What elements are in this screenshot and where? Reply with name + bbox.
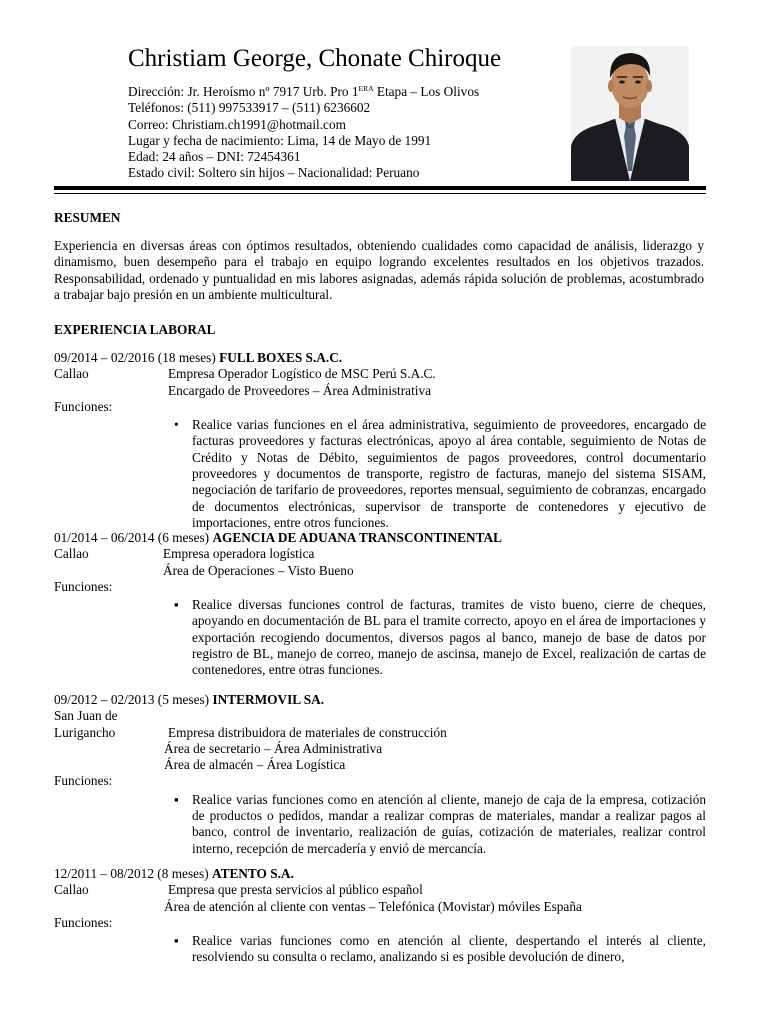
job-role: Área de atención al cliente con ventas – Telefónica (Movistar) móviles España <box>164 898 582 914</box>
functions-label: Funciones: <box>54 914 113 930</box>
list-item <box>174 791 706 857</box>
address-part-2: Etapa – Los Olivos <box>373 84 480 99</box>
email-line: Correo: Christiam.ch1991@hotmail.com <box>128 116 346 132</box>
functions-label: Funciones: <box>54 773 113 789</box>
civil-status-line: Estado civil: Soltero sin hijos – Nacionalidad: Peruano <box>128 165 420 181</box>
job-role: Área de secretario – Área Administrativa <box>164 740 383 756</box>
job-functions-list <box>54 597 706 678</box>
job-period: 01/2014 – 06/2014 (6 meses) <box>54 530 213 545</box>
header-divider-thin <box>54 193 706 194</box>
job-entry <box>54 350 706 531</box>
list-item <box>174 597 706 678</box>
job-functions-text: Realice diversas funciones control de facturas, tramites de visto bueno, cierre de cheques, apoyando en documentación de BL para el tramite correcto, apoyo en el área de importaciones y exportación recogiendo documentos, diversos pagos al banco, manejo de base de datos por registro de BL, manejo de correo, manejo de ascinsa, manejo de Excel, realización de cartas de contenedores, entre otras funciones. <box>192 597 706 678</box>
job-company-description: Empresa distribuidora de materiales de construcción <box>168 724 447 740</box>
job-functions-text: Realice varias funciones como en atención al cliente, manejo de caja de la empresa, cotización de productos o pedidos, mandar a realizar compras de materiales, mandar a realizar pagos al banco, control de inventario, realización de guías, cotización de materiales, realizar control interno, recepción de mercadería y envió de mercancía. <box>192 791 706 856</box>
bullet: ▪ <box>174 791 179 807</box>
job-company-description: Empresa Operador Logístico de MSC Perú S.A.C. <box>168 366 436 382</box>
address-part-1: Dirección: Jr. Heroísmo nº 7917 Urb. Pro 1 <box>128 84 359 99</box>
job-company: INTERMOVIL SA. <box>212 692 325 707</box>
age-line: Edad: 24 años – DNI: 72454361 <box>128 149 301 165</box>
profile-photo <box>571 46 689 181</box>
job-role: Encargado de Proveedores – Área Administrativa <box>168 382 432 398</box>
job-role: Área de almacén – Área Logística <box>164 757 346 773</box>
functions-label: Funciones: <box>54 578 113 594</box>
job-period: 09/2012 – 02/2013 (5 meses) <box>54 692 213 707</box>
bullet: • <box>174 417 179 433</box>
job-company: FULL BOXES S.A.C. <box>219 350 343 365</box>
summary-text: Experiencia en diversas áreas con óptimos resultados, obteniendo cualidades como capacidad de análisis, liderazgo y dinamismo, buen desempeño para el trabajo en equipo logrando excelentes resultados en los objetivos trazados. Responsabilidad, ordenado y puntualidad en mis labores asignadas, además rápida solución de problemas, acostumbrado a trabajar bajo presión en un ambiente multicultural. <box>54 238 704 302</box>
job-location: Callao <box>54 546 89 562</box>
job-company-description: Empresa operadora logística <box>163 546 315 562</box>
job-functions-text: Realice varias funciones en el área administrativa, seguimiento de proveedores, encargado de facturas proveedores y facturas electrónicas, apoyo al área contable, seguimiento de Notas de Crédito y Notas de Débito, seguimientos de pagos proveedores, control documentario proveedores y documentos de transporte, registro de facturas, manejo del sistema SISAM, negociación de tarifario de proveedores, reportes mensual, seguimiento de cobranzas, encargado de documentos electrónicas, supervisor de transporte de contenedores y ejecutivo de importaciones, entre otros funciones. <box>192 417 706 530</box>
job-period: 09/2014 – 02/2016 (18 meses) <box>54 350 220 365</box>
list-item <box>174 417 706 531</box>
job-location-continued: Lurigancho <box>54 724 116 740</box>
bullet: ▪ <box>174 933 179 949</box>
job-location: Callao <box>54 366 89 382</box>
birth-line: Lugar y fecha de nacimiento: Lima, 14 de Mayo de 1991 <box>128 132 432 148</box>
job-header <box>54 350 706 366</box>
job-company-description: Empresa que presta servicios al público español <box>168 882 423 898</box>
job-company: ATENTO S.A. <box>211 866 294 881</box>
address-superscript: ERA <box>358 84 374 93</box>
job-functions-list <box>54 792 706 857</box>
job-entry <box>54 692 706 857</box>
job-header <box>54 530 706 546</box>
functions-label: Funciones: <box>54 398 113 414</box>
job-period: 12/2011 – 08/2012 (8 meses) <box>54 866 212 881</box>
candidate-name: Christiam George, Chonate Chiroque <box>128 45 502 72</box>
contact-info <box>128 84 479 182</box>
job-role: Área de Operaciones – Visto Bueno <box>163 562 354 578</box>
summary-heading: RESUMEN <box>54 210 121 225</box>
job-header <box>54 866 706 882</box>
profile-photo-illustration <box>571 46 689 181</box>
job-company: AGENCIA DE ADUANA TRANSCONTINENTAL <box>212 530 502 545</box>
job-functions-list <box>54 933 706 966</box>
job-functions-list <box>54 417 706 531</box>
experience-heading: EXPERIENCIA LABORAL <box>54 322 216 337</box>
job-functions-text: Realice varias funciones como en atención al cliente, despertando el interés al cliente, resolviendo su consulta o reclamo, analizando si es posible devolución de dinero, <box>192 933 706 965</box>
header-divider-thick <box>54 186 706 190</box>
job-location: San Juan de <box>54 708 118 724</box>
bullet: ▪ <box>174 597 179 613</box>
address-line <box>128 84 479 100</box>
job-header <box>54 692 706 708</box>
job-entry <box>54 530 706 679</box>
list-item <box>174 933 706 966</box>
job-entry <box>54 866 706 966</box>
phones-line: Teléfonos: (511) 997533917 – (511) 6236602 <box>128 100 371 116</box>
job-location: Callao <box>54 882 89 898</box>
